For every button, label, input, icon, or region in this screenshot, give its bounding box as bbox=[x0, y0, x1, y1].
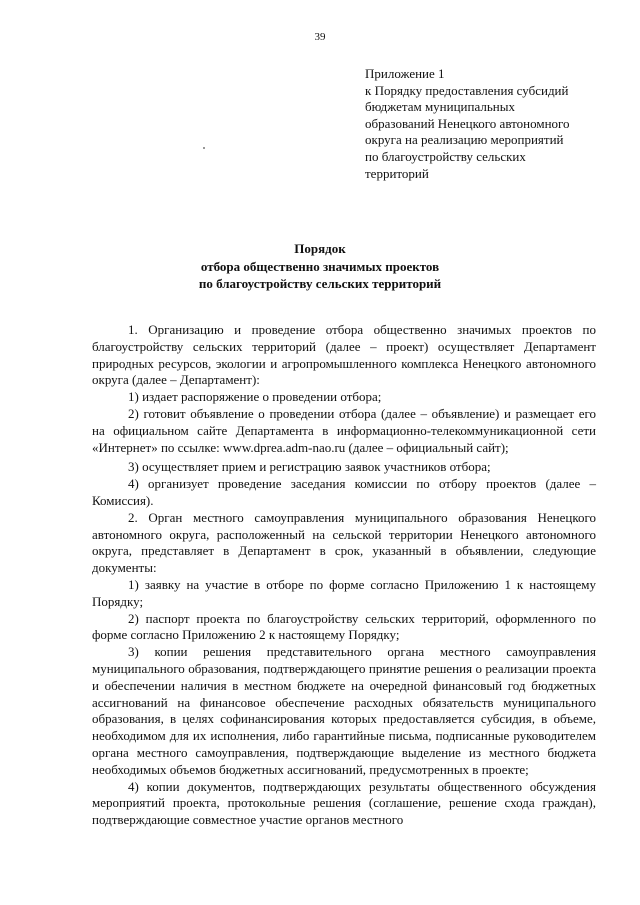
document-body bbox=[92, 322, 596, 829]
paragraph: 3) осуществляет прием и регистрацию заявок участников отбора; bbox=[128, 459, 491, 475]
paragraph: 2. Орган местного самоуправления муниципального образования Ненецкого автономного округа, расположенный на сельской территории Ненецкого автономного округа, представляет в Департамент в срок, указанный в объявлении, следующие документы: bbox=[92, 509, 596, 576]
document-title bbox=[0, 240, 640, 293]
appendix-line: Приложение 1 bbox=[365, 66, 445, 81]
appendix-line: округа на реализацию мероприятий bbox=[365, 132, 564, 148]
title-line: по благоустройству сельских территорий bbox=[198, 276, 442, 291]
paragraph: 2) готовит объявление о проведении отбора (далее – объявление) и размещает его на официальном сайте Департамента в информационно-телекоммуникационной сети «Интернет» по ссылке: www.dprea.adm-nao.ru (далее – официальный сайт); bbox=[92, 405, 596, 455]
appendix-header bbox=[365, 66, 615, 182]
title-line: Порядок bbox=[294, 241, 346, 256]
paragraph: 1. Организацию и проведение отбора общественно значимых проектов по благоустройству сельских территорий (далее – проект) осуществляет Департамент природных ресурсов, экологии и агропромышленного комплекса Ненецкого автономного округа (далее – Департамент): bbox=[92, 322, 596, 388]
page-number: 39 bbox=[314, 31, 326, 43]
paragraph: 1) издает распоряжение о проведении отбора; bbox=[128, 389, 382, 405]
paragraph: 2) паспорт проекта по благоустройству сельских территорий, оформленного по форме согласно Приложению 2 к настоящему Порядку; bbox=[92, 610, 596, 643]
appendix-line: территорий bbox=[365, 165, 429, 181]
appendix-line: к Порядку предоставления субсидий bbox=[365, 82, 569, 98]
paragraph: 1) заявку на участие в отборе по форме согласно Приложению 1 к настоящему Порядку; bbox=[92, 576, 596, 609]
appendix-line: образований Ненецкого автономного bbox=[365, 115, 570, 131]
appendix-line: по благоустройству сельских bbox=[365, 148, 526, 164]
paragraph: 4) организует проведение заседания комиссии по отбору проектов (далее – Комиссия). bbox=[92, 476, 596, 508]
appendix-line: бюджетам муниципальных bbox=[365, 99, 515, 115]
paragraph: 3) копии решения представительного органа местного самоуправления муниципального образования, подтверждающего принятие решения о реализации проекта и обеспечении наличия в местном бюджете на очередной финансовый год бюджетных ассигнований на финансовое обеспечение расходных обязательств муниципального образования, в целях софинансирования которых предоставляется субсидия, в объеме, необходимом для их исполнения, либо гарантийные письма, подписанные руководителем органа местного самоуправления, подтверждающие выделение из местного бюджета необходимых объемов бюджетных ассигнований, предусмотренных в проекте; bbox=[92, 644, 596, 777]
scan-speck bbox=[203, 147, 205, 149]
paragraph: 4) копии документов, подтверждающих результаты общественного обсуждения мероприятий проекта, протокольные решения (соглашение, решение схода граждан), подтверждающие совместное участие органов местного bbox=[92, 778, 596, 828]
title-line: отбора общественно значимых проектов bbox=[200, 258, 440, 274]
